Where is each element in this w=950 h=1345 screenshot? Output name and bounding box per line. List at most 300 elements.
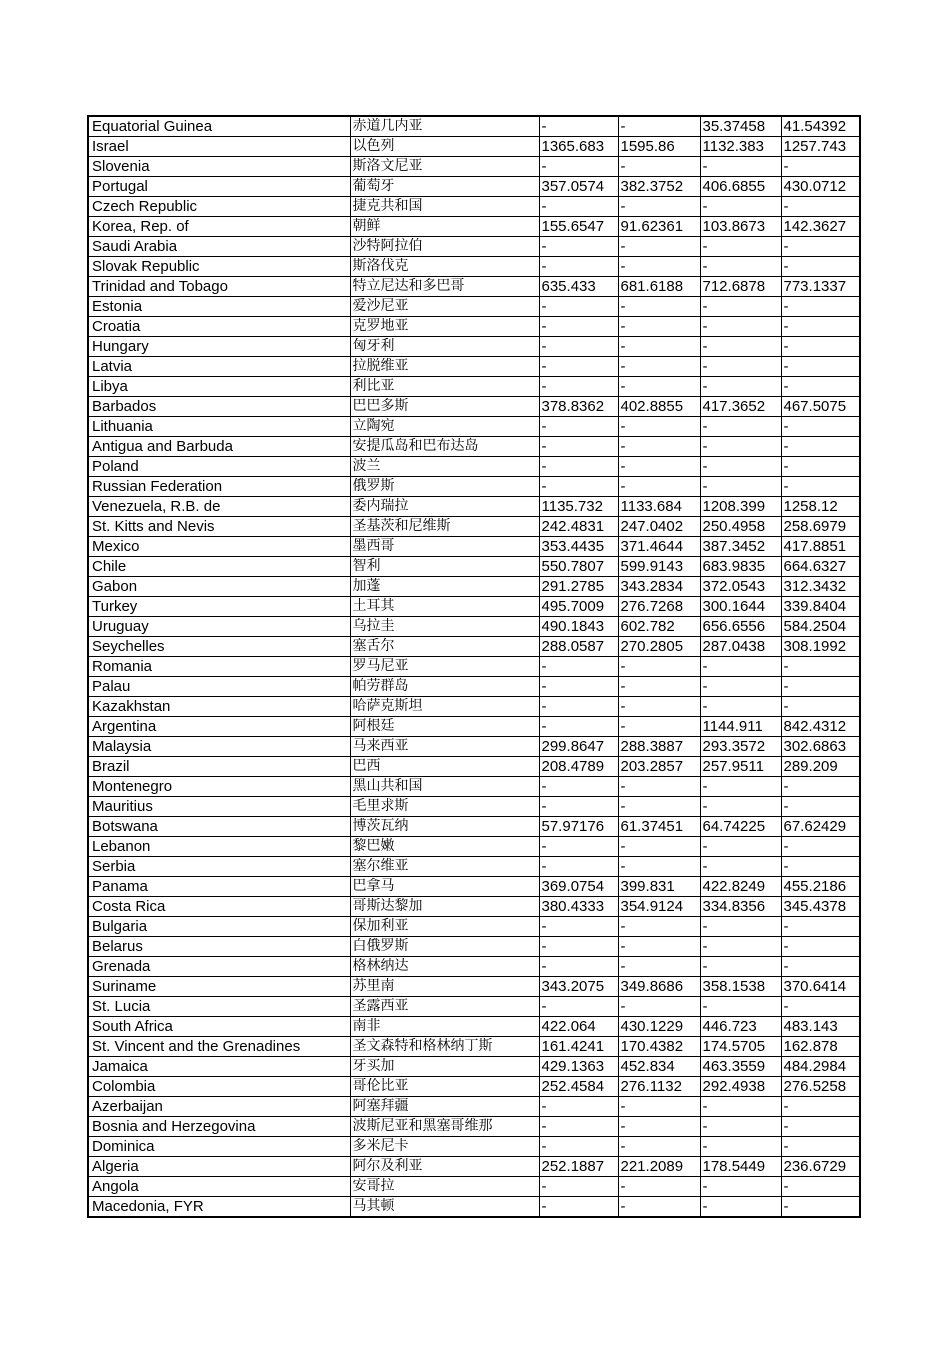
value-col-2-cell: - — [618, 257, 700, 277]
value-col-1-cell: - — [539, 837, 618, 857]
value-col-1-cell: 208.4789 — [539, 757, 618, 777]
value-col-1-cell: 495.7009 — [539, 597, 618, 617]
value-col-4-cell: 483.143 — [781, 1017, 860, 1037]
country-name-en-cell: Korea, Rep. of — [88, 217, 350, 237]
country-name-zh-cell: 巴巴多斯 — [350, 397, 539, 417]
value-col-4-cell: - — [781, 1137, 860, 1157]
table-row — [88, 217, 860, 237]
country-name-en-cell: Lebanon — [88, 837, 350, 857]
value-col-4-cell: - — [781, 1097, 860, 1117]
country-name-zh-cell: 沙特阿拉伯 — [350, 237, 539, 257]
country-name-zh-cell: 捷克共和国 — [350, 197, 539, 217]
country-name-zh-cell: 朝鲜 — [350, 217, 539, 237]
value-col-4-cell: - — [781, 657, 860, 677]
value-col-1-cell: - — [539, 417, 618, 437]
value-col-3-cell: 174.5705 — [700, 1037, 781, 1057]
table-row — [88, 337, 860, 357]
value-col-2-cell: - — [618, 777, 700, 797]
value-col-2-cell: 221.2089 — [618, 1157, 700, 1177]
value-col-3-cell: 1132.383 — [700, 137, 781, 157]
table-row — [88, 577, 860, 597]
value-col-1-cell: - — [539, 197, 618, 217]
value-col-1-cell: 1135.732 — [539, 497, 618, 517]
value-col-2-cell: - — [618, 657, 700, 677]
value-col-4-cell: 842.4312 — [781, 717, 860, 737]
value-col-1-cell: - — [539, 717, 618, 737]
value-col-2-cell: - — [618, 717, 700, 737]
value-col-2-cell: 61.37451 — [618, 817, 700, 837]
table-row — [88, 737, 860, 757]
value-col-3-cell: - — [700, 1117, 781, 1137]
value-col-3-cell: - — [700, 677, 781, 697]
value-col-1-cell: - — [539, 677, 618, 697]
country-name-en-cell: Mexico — [88, 537, 350, 557]
value-col-3-cell: 372.0543 — [700, 577, 781, 597]
value-col-4-cell: 41.54392 — [781, 116, 860, 137]
value-col-3-cell: - — [700, 777, 781, 797]
value-col-4-cell: 142.3627 — [781, 217, 860, 237]
value-col-2-cell: 681.6188 — [618, 277, 700, 297]
value-col-1-cell: 353.4435 — [539, 537, 618, 557]
value-col-4-cell: 1257.743 — [781, 137, 860, 157]
value-col-4-cell: 276.5258 — [781, 1077, 860, 1097]
value-col-3-cell: 712.6878 — [700, 277, 781, 297]
table-row — [88, 1057, 860, 1077]
country-name-en-cell: Dominica — [88, 1137, 350, 1157]
value-col-4-cell: - — [781, 1177, 860, 1197]
value-col-4-cell: - — [781, 777, 860, 797]
value-col-2-cell: - — [618, 116, 700, 137]
value-col-2-cell: 1133.684 — [618, 497, 700, 517]
value-col-3-cell: 334.8356 — [700, 897, 781, 917]
country-name-en-cell: Bulgaria — [88, 917, 350, 937]
country-name-en-cell: Botswana — [88, 817, 350, 837]
value-col-2-cell: - — [618, 477, 700, 497]
country-name-zh-cell: 葡萄牙 — [350, 177, 539, 197]
table-row — [88, 817, 860, 837]
country-name-en-cell: Bosnia and Herzegovina — [88, 1117, 350, 1137]
value-col-2-cell: 270.2805 — [618, 637, 700, 657]
country-name-en-cell: Croatia — [88, 317, 350, 337]
value-col-4-cell: - — [781, 937, 860, 957]
country-name-zh-cell: 智利 — [350, 557, 539, 577]
value-col-2-cell: 382.3752 — [618, 177, 700, 197]
value-col-2-cell: 602.782 — [618, 617, 700, 637]
value-col-2-cell: - — [618, 697, 700, 717]
value-col-3-cell: - — [700, 917, 781, 937]
country-name-en-cell: Palau — [88, 677, 350, 697]
value-col-2-cell: - — [618, 677, 700, 697]
value-col-2-cell: - — [618, 297, 700, 317]
value-col-3-cell: 64.74225 — [700, 817, 781, 837]
value-col-2-cell: - — [618, 337, 700, 357]
value-col-1-cell: 490.1843 — [539, 617, 618, 637]
value-col-2-cell: - — [618, 357, 700, 377]
country-name-en-cell: Jamaica — [88, 1057, 350, 1077]
value-col-3-cell: 417.3652 — [700, 397, 781, 417]
value-col-1-cell: - — [539, 257, 618, 277]
value-col-3-cell: - — [700, 197, 781, 217]
country-name-en-cell: Algeria — [88, 1157, 350, 1177]
country-name-en-cell: Latvia — [88, 357, 350, 377]
value-col-4-cell: - — [781, 297, 860, 317]
value-col-3-cell: - — [700, 257, 781, 277]
table-row — [88, 677, 860, 697]
country-name-zh-cell: 黑山共和国 — [350, 777, 539, 797]
country-name-zh-cell: 加蓬 — [350, 577, 539, 597]
value-col-1-cell: 429.1363 — [539, 1057, 618, 1077]
value-col-3-cell: - — [700, 997, 781, 1017]
value-col-1-cell: 380.4333 — [539, 897, 618, 917]
value-col-4-cell: 1258.12 — [781, 497, 860, 517]
country-name-zh-cell: 多米尼卡 — [350, 1137, 539, 1157]
value-col-4-cell: - — [781, 337, 860, 357]
value-col-4-cell: - — [781, 477, 860, 497]
value-col-3-cell: 463.3559 — [700, 1057, 781, 1077]
value-col-3-cell: 178.5449 — [700, 1157, 781, 1177]
country-name-zh-cell: 拉脱维亚 — [350, 357, 539, 377]
value-col-2-cell: - — [618, 417, 700, 437]
country-name-zh-cell: 墨西哥 — [350, 537, 539, 557]
value-col-3-cell: 287.0438 — [700, 637, 781, 657]
table-row — [88, 597, 860, 617]
value-col-1-cell: 291.2785 — [539, 577, 618, 597]
value-col-3-cell: 683.9835 — [700, 557, 781, 577]
value-col-4-cell: - — [781, 917, 860, 937]
value-col-2-cell: 399.831 — [618, 877, 700, 897]
value-col-4-cell: 67.62429 — [781, 817, 860, 837]
table-row — [88, 877, 860, 897]
table-body — [88, 116, 860, 1217]
value-col-3-cell: - — [700, 937, 781, 957]
country-name-en-cell: Colombia — [88, 1077, 350, 1097]
value-col-4-cell: 302.6863 — [781, 737, 860, 757]
value-col-3-cell: - — [700, 797, 781, 817]
value-col-2-cell: 371.4644 — [618, 537, 700, 557]
value-col-1-cell: 635.433 — [539, 277, 618, 297]
table-row — [88, 237, 860, 257]
value-col-2-cell: 288.3887 — [618, 737, 700, 757]
table-row — [88, 1197, 860, 1218]
value-col-1-cell: - — [539, 957, 618, 977]
value-col-3-cell: 1208.399 — [700, 497, 781, 517]
value-col-4-cell: 289.209 — [781, 757, 860, 777]
country-name-en-cell: Trinidad and Tobago — [88, 277, 350, 297]
value-col-2-cell: - — [618, 1137, 700, 1157]
value-col-3-cell: - — [700, 317, 781, 337]
value-col-1-cell: 369.0754 — [539, 877, 618, 897]
value-col-1-cell: - — [539, 937, 618, 957]
value-col-3-cell: - — [700, 417, 781, 437]
country-name-zh-cell: 立陶宛 — [350, 417, 539, 437]
value-col-4-cell: - — [781, 157, 860, 177]
table-row — [88, 777, 860, 797]
value-col-2-cell: 203.2857 — [618, 757, 700, 777]
country-name-en-cell: Brazil — [88, 757, 350, 777]
value-col-2-cell: - — [618, 857, 700, 877]
value-col-2-cell: 247.0402 — [618, 517, 700, 537]
value-col-4-cell: - — [781, 957, 860, 977]
value-col-2-cell: 452.834 — [618, 1057, 700, 1077]
table-row — [88, 137, 860, 157]
country-name-zh-cell: 俄罗斯 — [350, 477, 539, 497]
value-col-1-cell: 155.6547 — [539, 217, 618, 237]
table-row — [88, 197, 860, 217]
value-col-4-cell: - — [781, 837, 860, 857]
table-row — [88, 757, 860, 777]
value-col-4-cell: 484.2984 — [781, 1057, 860, 1077]
country-name-zh-cell: 委内瑞拉 — [350, 497, 539, 517]
country-name-en-cell: Slovak Republic — [88, 257, 350, 277]
table-row — [88, 857, 860, 877]
value-col-4-cell: - — [781, 377, 860, 397]
table-row — [88, 697, 860, 717]
country-name-en-cell: Barbados — [88, 397, 350, 417]
table-row — [88, 177, 860, 197]
table-row — [88, 957, 860, 977]
value-col-3-cell: 358.1538 — [700, 977, 781, 997]
value-col-2-cell: - — [618, 997, 700, 1017]
country-name-zh-cell: 斯洛文尼亚 — [350, 157, 539, 177]
value-col-4-cell: - — [781, 437, 860, 457]
table-row — [88, 937, 860, 957]
table-row — [88, 1037, 860, 1057]
country-name-zh-cell: 利比亚 — [350, 377, 539, 397]
value-col-4-cell: 339.8404 — [781, 597, 860, 617]
value-col-1-cell: - — [539, 157, 618, 177]
value-col-3-cell: 387.3452 — [700, 537, 781, 557]
value-col-3-cell: 406.6855 — [700, 177, 781, 197]
value-col-1-cell: 1365.683 — [539, 137, 618, 157]
table-row — [88, 157, 860, 177]
value-col-3-cell: - — [700, 437, 781, 457]
country-name-en-cell: St. Kitts and Nevis — [88, 517, 350, 537]
value-col-4-cell: - — [781, 317, 860, 337]
value-col-1-cell: 299.8647 — [539, 737, 618, 757]
table-row — [88, 116, 860, 137]
country-name-en-cell: Azerbaijan — [88, 1097, 350, 1117]
value-col-1-cell: - — [539, 437, 618, 457]
table-row — [88, 1117, 860, 1137]
table-row — [88, 1097, 860, 1117]
value-col-2-cell: - — [618, 317, 700, 337]
value-col-4-cell: 308.1992 — [781, 637, 860, 657]
value-col-2-cell: - — [618, 1197, 700, 1218]
table-row — [88, 717, 860, 737]
country-name-zh-cell: 哈萨克斯坦 — [350, 697, 539, 717]
value-col-3-cell: - — [700, 297, 781, 317]
value-col-1-cell: 252.1887 — [539, 1157, 618, 1177]
country-name-en-cell: Mauritius — [88, 797, 350, 817]
value-col-2-cell: 354.9124 — [618, 897, 700, 917]
value-col-3-cell: 656.6556 — [700, 617, 781, 637]
value-col-4-cell: - — [781, 357, 860, 377]
value-col-2-cell: - — [618, 917, 700, 937]
value-col-4-cell: 584.2504 — [781, 617, 860, 637]
value-col-1-cell: - — [539, 657, 618, 677]
table-row — [88, 1177, 860, 1197]
country-name-zh-cell: 博茨瓦纳 — [350, 817, 539, 837]
value-col-3-cell: 35.37458 — [700, 116, 781, 137]
country-name-zh-cell: 乌拉圭 — [350, 617, 539, 637]
value-col-3-cell: 293.3572 — [700, 737, 781, 757]
value-col-1-cell: 422.064 — [539, 1017, 618, 1037]
value-col-2-cell: - — [618, 1097, 700, 1117]
country-name-zh-cell: 巴拿马 — [350, 877, 539, 897]
value-col-1-cell: - — [539, 357, 618, 377]
country-name-zh-cell: 安提瓜岛和巴布达岛 — [350, 437, 539, 457]
country-name-en-cell: Lithuania — [88, 417, 350, 437]
value-col-3-cell: - — [700, 477, 781, 497]
value-col-1-cell: 288.0587 — [539, 637, 618, 657]
value-col-3-cell: - — [700, 1137, 781, 1157]
country-name-en-cell: Chile — [88, 557, 350, 577]
value-col-4-cell: 455.2186 — [781, 877, 860, 897]
value-col-2-cell: - — [618, 197, 700, 217]
table-row — [88, 277, 860, 297]
value-col-1-cell: - — [539, 857, 618, 877]
country-name-zh-cell: 爱沙尼亚 — [350, 297, 539, 317]
value-col-2-cell: 170.4382 — [618, 1037, 700, 1057]
country-name-en-cell: Malaysia — [88, 737, 350, 757]
value-col-3-cell: - — [700, 657, 781, 677]
country-name-en-cell: Suriname — [88, 977, 350, 997]
value-col-4-cell: 417.8851 — [781, 537, 860, 557]
table-row — [88, 517, 860, 537]
value-col-2-cell: 1595.86 — [618, 137, 700, 157]
value-col-2-cell: - — [618, 157, 700, 177]
table-row — [88, 497, 860, 517]
value-col-1-cell: - — [539, 1177, 618, 1197]
value-col-1-cell: - — [539, 337, 618, 357]
value-col-4-cell: 162.878 — [781, 1037, 860, 1057]
value-col-3-cell: - — [700, 237, 781, 257]
country-name-en-cell: Grenada — [88, 957, 350, 977]
country-name-zh-cell: 黎巴嫩 — [350, 837, 539, 857]
value-col-4-cell: 258.6979 — [781, 517, 860, 537]
value-col-1-cell: 357.0574 — [539, 177, 618, 197]
value-col-3-cell: 446.723 — [700, 1017, 781, 1037]
table-row — [88, 977, 860, 997]
country-name-en-cell: Macedonia, FYR — [88, 1197, 350, 1218]
country-name-en-cell: Equatorial Guinea — [88, 116, 350, 137]
value-col-3-cell: - — [700, 1097, 781, 1117]
value-col-3-cell: - — [700, 337, 781, 357]
value-col-1-cell: 550.7807 — [539, 557, 618, 577]
value-col-1-cell: - — [539, 697, 618, 717]
table-row — [88, 417, 860, 437]
country-name-zh-cell: 匈牙利 — [350, 337, 539, 357]
country-name-en-cell: Hungary — [88, 337, 350, 357]
country-name-zh-cell: 塞舌尔 — [350, 637, 539, 657]
table-row — [88, 397, 860, 417]
value-col-2-cell: - — [618, 797, 700, 817]
value-col-2-cell: 430.1229 — [618, 1017, 700, 1037]
value-col-4-cell: 312.3432 — [781, 577, 860, 597]
value-col-4-cell: - — [781, 257, 860, 277]
country-name-zh-cell: 马来西亚 — [350, 737, 539, 757]
value-col-3-cell: 1144.911 — [700, 717, 781, 737]
table-row — [88, 1137, 860, 1157]
value-col-3-cell: - — [700, 157, 781, 177]
country-name-zh-cell: 克罗地亚 — [350, 317, 539, 337]
table-row — [88, 1077, 860, 1097]
country-name-zh-cell: 斯洛伐克 — [350, 257, 539, 277]
value-col-1-cell: 161.4241 — [539, 1037, 618, 1057]
value-col-2-cell: - — [618, 837, 700, 857]
country-name-zh-cell: 哥斯达黎加 — [350, 897, 539, 917]
value-col-2-cell: - — [618, 1177, 700, 1197]
value-col-3-cell: 250.4958 — [700, 517, 781, 537]
value-col-4-cell: - — [781, 237, 860, 257]
country-name-en-cell: Russian Federation — [88, 477, 350, 497]
table-row — [88, 1017, 860, 1037]
value-col-2-cell: - — [618, 237, 700, 257]
table-row — [88, 917, 860, 937]
table-row — [88, 257, 860, 277]
table-row — [88, 637, 860, 657]
country-name-zh-cell: 圣露西亚 — [350, 997, 539, 1017]
country-name-zh-cell: 安哥拉 — [350, 1177, 539, 1197]
country-name-en-cell: Serbia — [88, 857, 350, 877]
country-name-en-cell: Panama — [88, 877, 350, 897]
country-name-zh-cell: 塞尔维亚 — [350, 857, 539, 877]
value-col-1-cell: - — [539, 797, 618, 817]
value-col-3-cell: - — [700, 857, 781, 877]
value-col-3-cell: - — [700, 957, 781, 977]
value-col-2-cell: 276.7268 — [618, 597, 700, 617]
value-col-3-cell: 422.8249 — [700, 877, 781, 897]
value-col-4-cell: 467.5075 — [781, 397, 860, 417]
country-name-zh-cell: 毛里求斯 — [350, 797, 539, 817]
country-name-en-cell: Turkey — [88, 597, 350, 617]
country-name-en-cell: Belarus — [88, 937, 350, 957]
country-name-en-cell: Gabon — [88, 577, 350, 597]
value-col-3-cell: - — [700, 837, 781, 857]
table-row — [88, 437, 860, 457]
table-row — [88, 837, 860, 857]
country-name-zh-cell: 特立尼达和多巴哥 — [350, 277, 539, 297]
country-name-en-cell: Venezuela, R.B. de — [88, 497, 350, 517]
country-name-zh-cell: 波兰 — [350, 457, 539, 477]
country-name-en-cell: Angola — [88, 1177, 350, 1197]
value-col-1-cell: 378.8362 — [539, 397, 618, 417]
country-name-en-cell: Israel — [88, 137, 350, 157]
value-col-4-cell: - — [781, 677, 860, 697]
value-col-3-cell: - — [700, 1177, 781, 1197]
table-row — [88, 1157, 860, 1177]
value-col-1-cell: 252.4584 — [539, 1077, 618, 1097]
country-name-en-cell: Costa Rica — [88, 897, 350, 917]
table-row — [88, 897, 860, 917]
value-col-2-cell: - — [618, 957, 700, 977]
country-name-en-cell: St. Lucia — [88, 997, 350, 1017]
country-name-zh-cell: 南非 — [350, 1017, 539, 1037]
country-name-zh-cell: 土耳其 — [350, 597, 539, 617]
value-col-1-cell: - — [539, 317, 618, 337]
country-name-zh-cell: 阿根廷 — [350, 717, 539, 737]
country-name-zh-cell: 苏里南 — [350, 977, 539, 997]
country-name-zh-cell: 波斯尼亚和黑塞哥维那 — [350, 1117, 539, 1137]
value-col-2-cell: 402.8855 — [618, 397, 700, 417]
country-name-en-cell: Romania — [88, 657, 350, 677]
value-col-1-cell: 242.4831 — [539, 517, 618, 537]
value-col-2-cell: 599.9143 — [618, 557, 700, 577]
country-name-zh-cell: 以色列 — [350, 137, 539, 157]
country-name-en-cell: Slovenia — [88, 157, 350, 177]
value-col-4-cell: 345.4378 — [781, 897, 860, 917]
value-col-4-cell: - — [781, 417, 860, 437]
